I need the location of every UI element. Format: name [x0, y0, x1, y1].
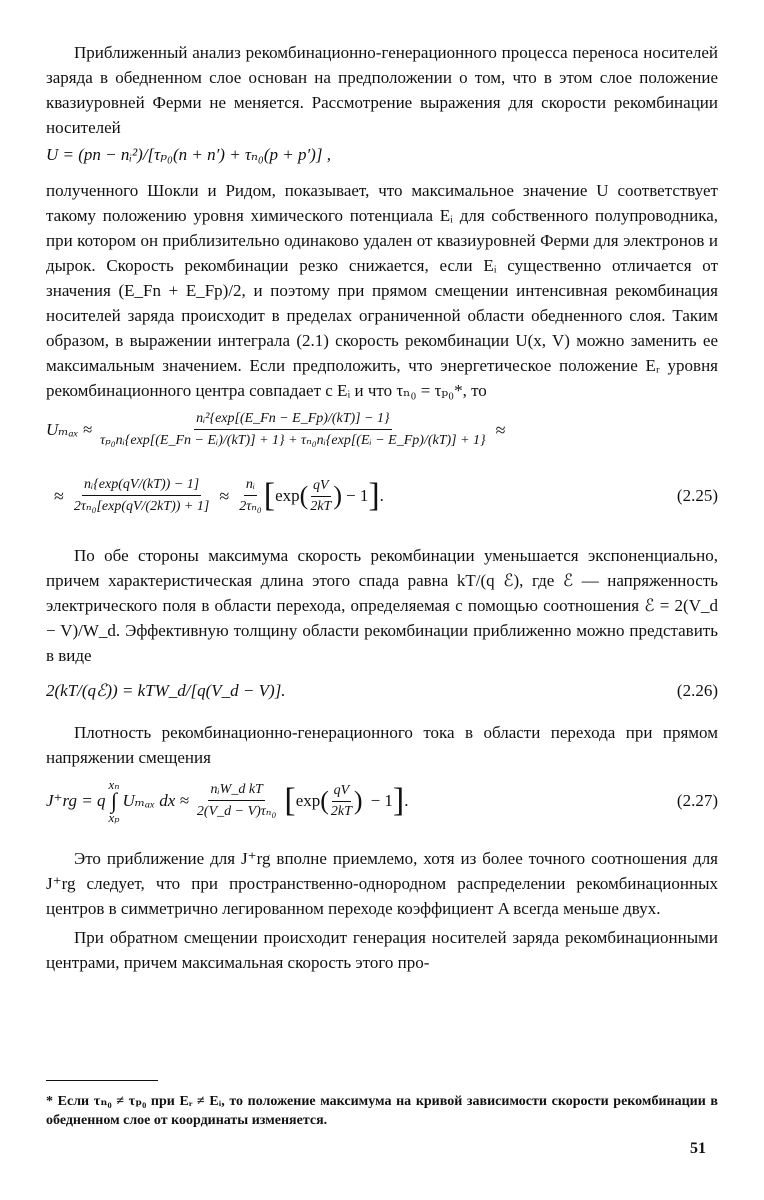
equation-2-27: J⁺rg = q xₙ ∫ xₚ Uₘₐₓ dx ≈ $\frac{\text{nᵢW\_d kT}}{\text{2(V\_d − V)τₙ₀}}$ [ exp ( $\frac{qV}{2kT}$ ) − 1 ] . (2.27): [46, 777, 718, 825]
right-bracket: ]: [368, 477, 380, 514]
paragraph-1: Приближенный анализ рекомбинационно-генерационного процесса переноса носителей заряда в обедненном слое основан на предположении о том, что в этом слое положение квазиуровней Ферми не меняется. Рассмотрение выражения для скорости рекомбинации носителей: [46, 43, 718, 137]
equation-umax: Uₘₐₓ ≈ nᵢ²{exp[(E_Fn − E_Fp)/(kT)] − 1} τₚ₀nᵢ{exp[(E_Fn − Eᵢ)/(kT)] + 1} + τₙ₀nᵢ{exp[(Eᵢ − E_Fp)/(kT)] + 1} ≈ ≈ $\frac{\text{nᵢ\{exp(qV/(kT)) − 1]}}{\text{2τₙ₀[exp(qV/(2kT)) + 1]}}$ ≈ $\frac{\text{nᵢ}}{\text{2τₙ₀}}$ [ exp ( $\frac{qV}{2kT}$ ) − 1 ] . (2.25): [46, 411, 718, 514]
row2-mid-denominator: 2τₙ₀: [239, 499, 262, 514]
j-numerator: nᵢW_d kT: [208, 782, 264, 801]
exp-label: exp: [275, 486, 300, 505]
page-number: 51: [690, 1140, 706, 1157]
equation-number-2-27: (2.27): [676, 791, 718, 810]
footnote-rule: [46, 1080, 158, 1081]
equation-number-2-25: (2.25): [676, 486, 718, 505]
paragraph-6: При обратном смещении происходит генерация носителей заряда рекомбинационными центрами, причем максимальная скорость этого про-: [46, 928, 718, 972]
integral-sign: xₙ ∫ xₚ: [108, 777, 120, 825]
exp-denominator: 2kT: [310, 498, 332, 514]
equation-2-26: [46, 676, 718, 706]
equation-2-26-text: 2(kT/(qℰ)) = kTW_d/[q(V_d − V)].: [46, 681, 286, 700]
paragraph-2: полученного Шокли и Ридом, показывает, что максимальное значение U соответствует такому положению уровня химического потенциала Eᵢ для собственного полупроводника, при котором он приблизительно одинаково удален от квазиуровней Ферми для электронов и дырок. Скорость рекомбинации резко снижается, если Eᵢ существенно отличается от значения (E_Fn + E_Fp)/2, и поэтому при прямом смещении интенсивная рекомбинация носителей заряда происходит в пределах ограниченной области обедненного слоя. Таким образом, в выражении интеграла (2.1) скорость рекомбинации U(x, V) можно заменить ее максимальным значением. Если предположить, что энергетическое положение Eᵣ уровня рекомбинационного центра совпадает с Eᵢ и что τₙ₀ = τₚ₀*, то: [46, 181, 718, 400]
right-paren: ): [333, 481, 342, 510]
umax-denominator: τₚ₀nᵢ{exp[(E_Fn − Eᵢ)/(kT)] + 1} + τₙ₀nᵢ{exp[(Eᵢ − E_Fp)/(kT)] + 1}: [100, 433, 486, 448]
integral-body: Uₘₐₓ dx ≈: [122, 791, 189, 810]
j-minus-one: − 1: [370, 791, 393, 810]
j-left-bracket: [: [284, 782, 296, 819]
j-exp-fraction: [329, 783, 354, 820]
approx-sign-2: ≈: [54, 485, 64, 506]
integral-lower-limit: xₚ: [108, 810, 120, 825]
j-fraction: [195, 782, 278, 820]
j-lhs: J⁺rg = q: [46, 791, 106, 810]
approx-sign-1: ≈: [495, 419, 506, 440]
approx-sign-3: ≈: [219, 485, 230, 506]
row2-denominator: 2τₙ₀[exp(qV/(2kT)) + 1]: [73, 499, 210, 514]
row2-mid-fraction: [237, 477, 264, 515]
paragraph-4: Плотность рекомбинационно-генерационного тока в области перехода при прямом напряжении смещения: [46, 723, 718, 767]
minus-one: − 1: [345, 486, 369, 505]
row2-fraction: [72, 477, 211, 515]
umax-fraction: [98, 411, 488, 449]
equation-u: [46, 140, 718, 170]
j-exp-numerator: qV: [332, 783, 352, 802]
paragraph-3: По обе стороны максимума скорость рекомбинации уменьшается экспоненциально, причем характеристическая длина этого спада равна kT/(q ℰ), где ℰ — напряженность электрического поля в области перехода, определяемая с помощью соотношения ℰ = 2(V_d − V)/W_d. Эффективную толщину области рекомбинации приближенно можно представить в виде: [46, 546, 718, 665]
j-right-paren: ): [353, 786, 363, 815]
row2-mid-numerator: nᵢ: [244, 477, 257, 496]
exp-fraction: [308, 478, 333, 515]
left-paren: (: [299, 481, 309, 510]
equation-number-2-26: (2.26): [676, 681, 718, 700]
row2-numerator: nᵢ{exp(qV/(kT)) − 1]: [82, 477, 201, 496]
umax-numerator: nᵢ²{exp[(E_Fn − E_Fp)/(kT)] − 1}: [194, 411, 392, 430]
left-bracket: [: [263, 477, 276, 514]
paragraph-5: Это приближение для J⁺rg вполне приемлемо, хотя из более точного соотношения для J⁺rg следует, что при пространственно-однородном распределении рекомбинационных центров в симметрично легированном переходе коэффициент A всегда меньше двух.: [46, 849, 718, 918]
page-body: [46, 40, 718, 975]
j-exp-denominator: 2kT: [330, 803, 352, 819]
j-denominator: 2(V_d − V)τₙ₀: [196, 804, 277, 819]
exp-numerator: qV: [311, 478, 331, 497]
equation-u-text: U = (pn − nᵢ²)/[τₚ₀(n + n′) + τₙ₀(p + p′)] ,: [46, 145, 331, 164]
j-left-paren: (: [320, 786, 329, 815]
footnote: * Если τₙ₀ ≠ τₚ₀ при Eᵣ ≠ Eᵢ, то положение максимума на кривой зависимости скорости рекомбинации в обедненном слое от координаты изменяется.: [46, 1094, 718, 1128]
j-exp-label: exp: [295, 791, 321, 810]
j-right-bracket: ]: [392, 782, 405, 819]
umax-lhs: Uₘₐₓ ≈: [46, 420, 93, 439]
integral-upper-limit: xₙ: [108, 777, 120, 792]
